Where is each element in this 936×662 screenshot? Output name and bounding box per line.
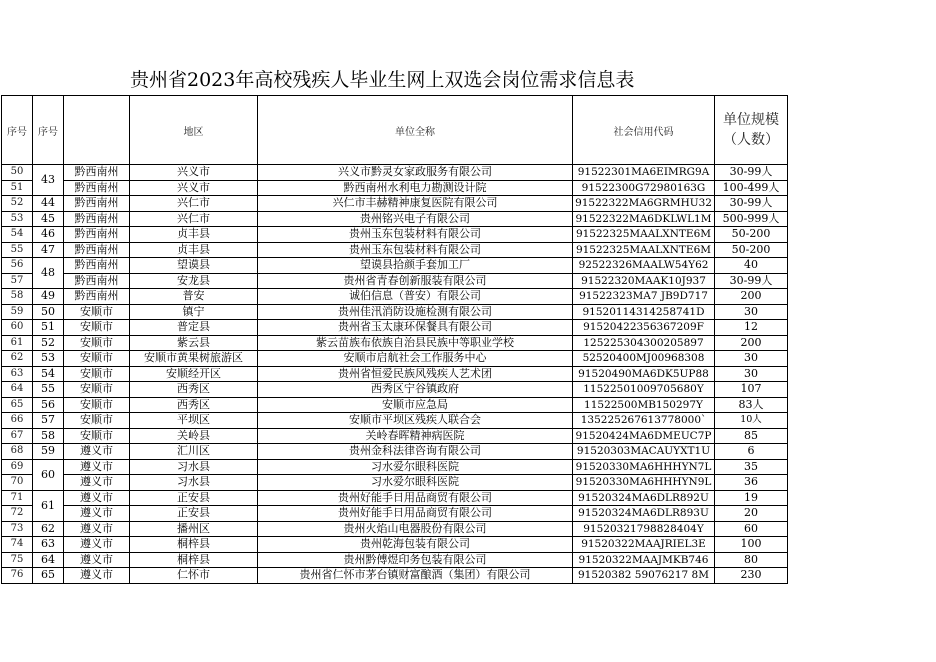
row-seq: 53 [2,211,33,227]
row-region: 黔西南州 [64,242,130,258]
row-scale: 30-99人 [715,196,788,212]
row-seq: 58 [2,289,33,305]
row-seq: 55 [2,242,33,258]
row-company: 习水爱尔眼科医院 [258,475,573,491]
row-district: 兴仁市 [130,211,258,227]
row-credit-code: 91520322MAAJRIEL3E [573,537,715,553]
row-district: 正安县 [130,506,258,522]
row-district: 兴义市 [130,165,258,181]
row-scale: 20 [715,506,788,522]
row-region: 安顺市 [64,382,130,398]
row-district: 习水县 [130,459,258,475]
table-row [2,537,788,553]
row-seq: 74 [2,537,33,553]
row-credit-code: 91520424MA6DMEUC7P [573,428,715,444]
table-row [2,242,788,258]
row-district: 平坝区 [130,413,258,429]
row-company: 贵州省玉太康环保餐具有限公司 [258,320,573,336]
group-seq: 43 [33,165,64,196]
row-region: 安顺市 [64,428,130,444]
row-region: 黔西南州 [64,289,130,305]
row-scale: 40 [715,258,788,274]
row-region: 遵义市 [64,475,130,491]
row-seq: 76 [2,568,33,584]
row-credit-code: 91520324MA6DLR893U [573,506,715,522]
row-credit-code: 91522301MA6EIMRG9A [573,165,715,181]
row-seq: 66 [2,413,33,429]
row-scale: 50-200 [715,242,788,258]
row-region: 安顺市 [64,413,130,429]
row-district: 兴仁市 [130,196,258,212]
table-row [2,552,788,568]
row-credit-code: 91520422356367209F [573,320,715,336]
row-region: 黔西南州 [64,180,130,196]
row-district: 贞丰县 [130,227,258,243]
group-seq: 58 [33,428,64,444]
row-seq: 73 [2,521,33,537]
row-company: 兴义市黔灵女家政服务有限公司 [258,165,573,181]
table-row [2,413,788,429]
table-row [2,289,788,305]
table-row [2,258,788,274]
row-region: 黔西南州 [64,258,130,274]
row-seq: 71 [2,490,33,506]
table-row [2,196,788,212]
group-seq: 56 [33,397,64,413]
header-region [64,96,130,165]
row-seq: 62 [2,351,33,367]
table-row [2,506,788,522]
row-seq: 65 [2,397,33,413]
row-scale: 107 [715,382,788,398]
row-credit-code: 125225304300205897 [573,335,715,351]
row-credit-code: 91522322MA6DKLWL1M [573,211,715,227]
header-seq-2: 序号 [33,96,64,165]
row-scale: 35 [715,459,788,475]
row-region: 黔西南州 [64,196,130,212]
row-seq: 60 [2,320,33,336]
row-seq: 68 [2,444,33,460]
group-seq: 49 [33,289,64,305]
row-credit-code: 91520321798828404Y [573,521,715,537]
row-seq: 50 [2,165,33,181]
header-credit-code: 社会信用代码 [573,96,715,165]
row-seq: 57 [2,273,33,289]
row-company: 贵州乾海包装有限公司 [258,537,573,553]
row-credit-code: 135225267613778000` [573,413,715,429]
row-seq: 61 [2,335,33,351]
row-district: 安顺经开区 [130,366,258,382]
row-scale: 80 [715,552,788,568]
header-seq-1: 序号 [2,96,33,165]
row-region: 安顺市 [64,397,130,413]
group-seq: 46 [33,227,64,243]
row-scale: 12 [715,320,788,336]
row-credit-code: 91520330MA6HHHYN7L [573,459,715,475]
table-row [2,304,788,320]
row-company: 习水爱尔眼科医院 [258,459,573,475]
table-row [2,428,788,444]
row-credit-code: 11522500MB150297Y [573,397,715,413]
row-district: 汇川区 [130,444,258,460]
row-seq: 69 [2,459,33,475]
row-credit-code: 91520303MACAUYXT1U [573,444,715,460]
table-row [2,397,788,413]
group-seq: 62 [33,521,64,537]
row-region: 黔西南州 [64,227,130,243]
row-credit-code: 92522326MAALW54Y62 [573,258,715,274]
row-credit-code: 11522501009705680Y [573,382,715,398]
row-district: 望谟县 [130,258,258,274]
row-district: 兴义市 [130,180,258,196]
row-district: 正安县 [130,490,258,506]
row-scale: 36 [715,475,788,491]
row-district: 西秀区 [130,397,258,413]
row-region: 遵义市 [64,490,130,506]
table-row [2,273,788,289]
group-seq: 50 [33,304,64,320]
table-row [2,320,788,336]
row-company: 贵州省仁怀市茅台镇财富酿酒（集团）有限公司 [258,568,573,584]
row-credit-code: 91520330MA6HHHYN9L [573,475,715,491]
row-district: 贞丰县 [130,242,258,258]
table-row [2,366,788,382]
row-district: 安龙县 [130,273,258,289]
row-seq: 63 [2,366,33,382]
row-scale: 60 [715,521,788,537]
row-credit-code: 91522320MAAK10J937 [573,273,715,289]
row-company: 贵州佳汛消防设施检测有限公司 [258,304,573,320]
group-seq: 54 [33,366,64,382]
table-row [2,227,788,243]
row-credit-code: 91522325MAALXNTE6M [573,242,715,258]
group-seq: 65 [33,568,64,584]
row-scale: 50-200 [715,227,788,243]
table-row [2,335,788,351]
row-seq: 67 [2,428,33,444]
row-company: 关岭春晖精神病医院 [258,428,573,444]
row-scale: 230 [715,568,788,584]
row-district: 关岭县 [130,428,258,444]
row-company: 西秀区宁谷镇政府 [258,382,573,398]
row-company: 贵州玉东包装材料有限公司 [258,242,573,258]
table-row [2,459,788,475]
row-credit-code: 91520322MAAJMKB746 [573,552,715,568]
row-seq: 64 [2,382,33,398]
row-district: 桐梓县 [130,537,258,553]
row-district: 播州区 [130,521,258,537]
row-district: 普定县 [130,320,258,336]
table-row [2,165,788,181]
table-row [2,211,788,227]
row-scale: 85 [715,428,788,444]
row-region: 安顺市 [64,304,130,320]
row-credit-code: 52520400MJ00968308 [573,351,715,367]
table-row [2,351,788,367]
row-region: 安顺市 [64,320,130,336]
page-title: 贵州省2023年高校残疾人毕业生网上双选会岗位需求信息表 [130,69,635,91]
row-company: 贵州铭兴电子有限公司 [258,211,573,227]
row-seq: 59 [2,304,33,320]
row-district: 仁怀市 [130,568,258,584]
group-seq: 60 [33,459,64,490]
row-seq: 56 [2,258,33,274]
row-scale: 30-99人 [715,273,788,289]
group-seq: 59 [33,444,64,460]
row-seq: 72 [2,506,33,522]
header-district: 地区 [130,96,258,165]
row-company: 安顺市启航社会工作服务中心 [258,351,573,367]
row-company: 贵州金科法律咨询有限公司 [258,444,573,460]
row-region: 黔西南州 [64,165,130,181]
group-seq: 64 [33,552,64,568]
table-row [2,521,788,537]
group-seq: 61 [33,490,64,521]
row-region: 遵义市 [64,521,130,537]
row-scale: 19 [715,490,788,506]
group-seq: 63 [33,537,64,553]
row-district: 西秀区 [130,382,258,398]
row-company: 贵州好能手日用品商贸有限公司 [258,506,573,522]
row-credit-code: 91522300G72980163G [573,180,715,196]
table-row [2,382,788,398]
row-company: 紫云苗族布依族自治县民族中等职业学校 [258,335,573,351]
row-company: 贵州玉东包装材料有限公司 [258,227,573,243]
table-body [2,165,788,584]
row-region: 安顺市 [64,335,130,351]
row-credit-code: 91520324MA6DLR892U [573,490,715,506]
row-credit-code: 91520382 59076217 8M [573,568,715,584]
header-scale: 单位规模（人数） [715,96,788,165]
row-district: 镇宁 [130,304,258,320]
row-region: 黔西南州 [64,273,130,289]
row-credit-code: 91522323MA7 JB9D717 [573,289,715,305]
table-row [2,568,788,584]
row-district: 紫云县 [130,335,258,351]
row-company: 安顺市平坝区残疾人联合会 [258,413,573,429]
row-company: 黔西南州水利电力勘测设计院 [258,180,573,196]
group-seq: 52 [33,335,64,351]
row-district: 安顺市黄果树旅游区 [130,351,258,367]
row-scale: 30 [715,304,788,320]
row-seq: 70 [2,475,33,491]
row-scale: 200 [715,289,788,305]
group-seq: 44 [33,196,64,212]
row-scale: 100 [715,537,788,553]
row-company: 贵州黔傅煜印务包装有限公司 [258,552,573,568]
row-company: 贵州省青春创新服装有限公司 [258,273,573,289]
row-region: 安顺市 [64,351,130,367]
row-seq: 54 [2,227,33,243]
row-company: 贵州省恒爱民族风残疾人艺术团 [258,366,573,382]
row-scale: 30 [715,351,788,367]
row-district: 普安 [130,289,258,305]
row-scale: 83人 [715,397,788,413]
row-company: 贵州火焰山电器股份有限公司 [258,521,573,537]
row-region: 安顺市 [64,366,130,382]
row-district: 习水县 [130,475,258,491]
row-company: 贵州好能手日用品商贸有限公司 [258,490,573,506]
row-seq: 75 [2,552,33,568]
header-company: 单位全称 [258,96,573,165]
row-region: 遵义市 [64,459,130,475]
row-district: 桐梓县 [130,552,258,568]
row-company: 安顺市应急局 [258,397,573,413]
group-seq: 47 [33,242,64,258]
table-row [2,490,788,506]
table-row [2,444,788,460]
row-region: 遵义市 [64,444,130,460]
row-seq: 51 [2,180,33,196]
row-scale: 30 [715,366,788,382]
row-region: 黔西南州 [64,211,130,227]
row-region: 遵义市 [64,552,130,568]
row-company: 兴仁市丰赫精神康复医院有限公司 [258,196,573,212]
table-row [2,180,788,196]
group-seq: 45 [33,211,64,227]
row-scale: 100-499人 [715,180,788,196]
group-seq: 55 [33,382,64,398]
row-scale: 6 [715,444,788,460]
row-scale: 500-999人 [715,211,788,227]
group-seq: 48 [33,258,64,289]
row-credit-code: 91522322MA6GRMHU32 [573,196,715,212]
row-seq: 52 [2,196,33,212]
row-company: 望谟县拾颜手套加工厂 [258,258,573,274]
group-seq: 57 [33,413,64,429]
row-credit-code: 91520490MA6DK5UP88 [573,366,715,382]
row-scale: 10人 [715,413,788,429]
row-credit-code: 91520114314258741D [573,304,715,320]
row-scale: 200 [715,335,788,351]
header-row [2,96,788,165]
row-scale: 30-99人 [715,165,788,181]
group-seq: 51 [33,320,64,336]
row-region: 遵义市 [64,537,130,553]
group-seq: 53 [33,351,64,367]
job-demand-table [1,95,788,584]
row-company: 诚伯信息（普安）有限公司 [258,289,573,305]
row-region: 遵义市 [64,506,130,522]
table-row [2,475,788,491]
row-region: 遵义市 [64,568,130,584]
row-credit-code: 91522325MAALXNTE6M [573,227,715,243]
